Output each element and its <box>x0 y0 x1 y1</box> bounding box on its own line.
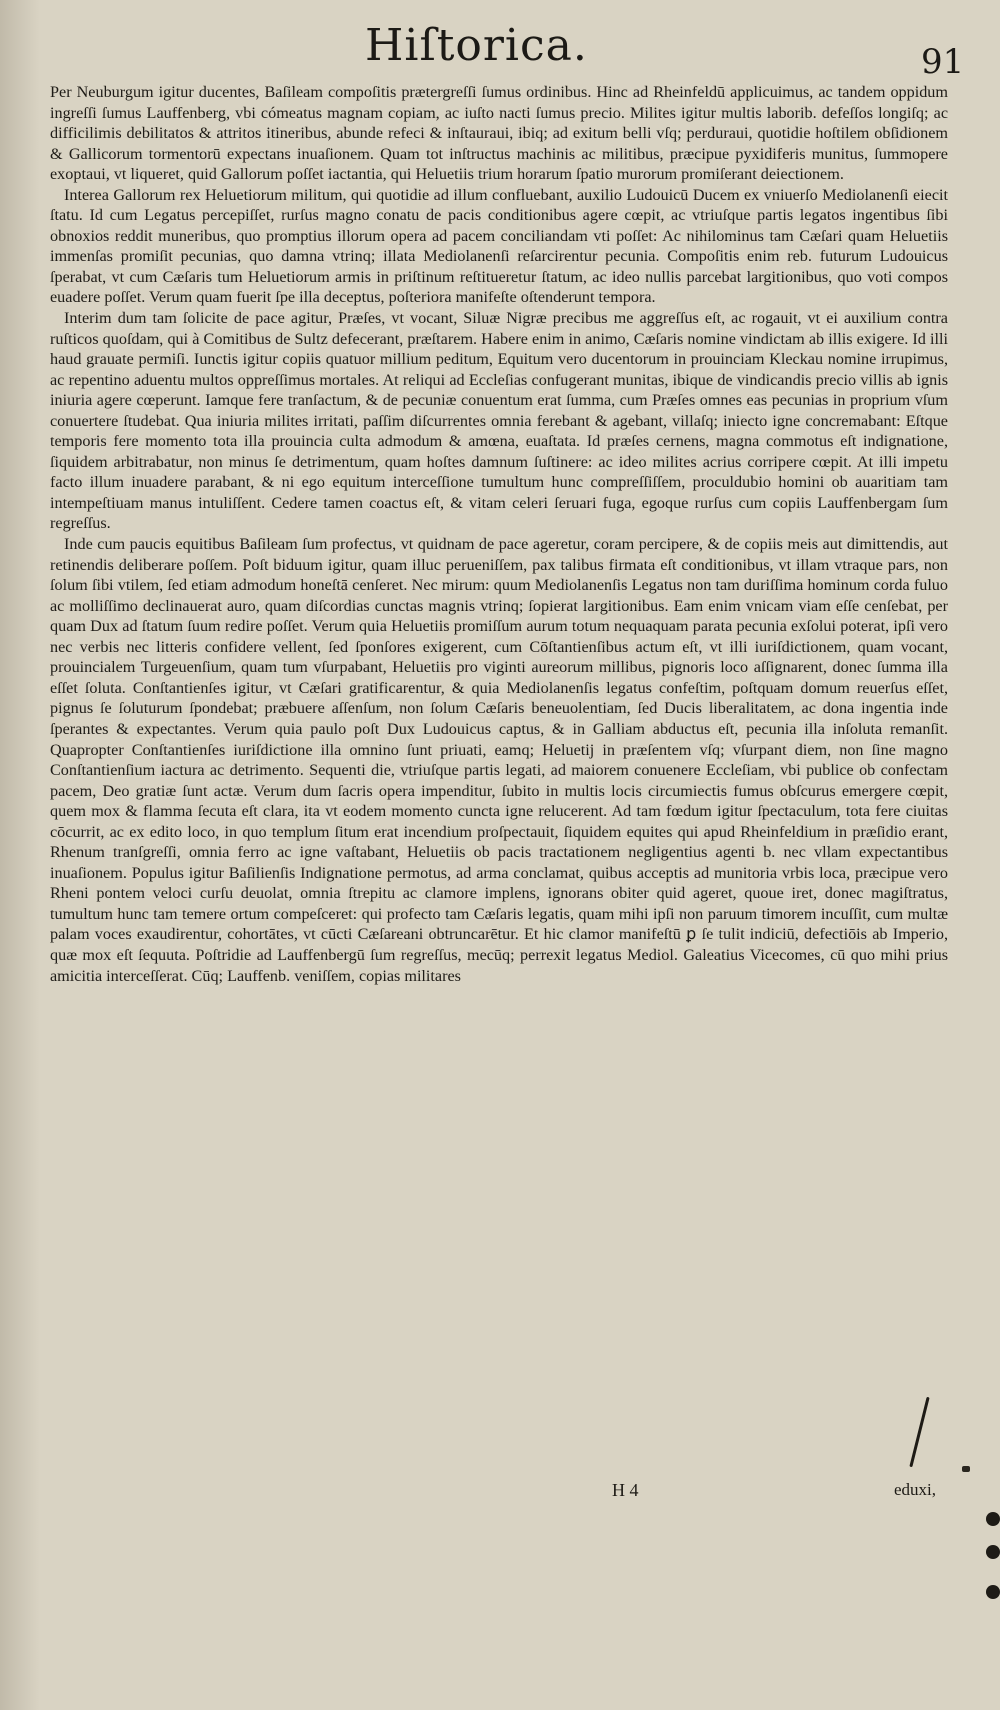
ink-blot <box>986 1545 1000 1559</box>
page-header <box>0 14 1000 84</box>
paragraph: Per Neuburgum igitur ducentes, Baſileam compoſitis prætergreſſi ſumus ordinibus. Hinc ad Rheinfeldū applicuimus, ac tandem oppidum ingreſſi ſumus Lauffenberg, vbi cómeatus magnam copiam, ac iuſto nacti ſumus precio. Milites igitur multis laborib. defeſſos longiſq; ac difficilimis debilitatos & attritos itineribus, abunde refeci & inſtauraui, ibiq; ad exitum belli vſq; perduraui, quotidie hoſtilem obſidionem & Gallicorum tormentorū expectans inuaſionem. Quam tot inſtructus machinis ac militibus, præcipue pyxidiferis munitus, ſummopere exoptaui, vt liqueret, quid Gallorum poſſet iactantia, qui Heluetiis trium horarum ſpatio murorum promiſerant deiectionem. <box>50 83 948 184</box>
ink-blot <box>986 1585 1000 1599</box>
paragraph: Interim dum tam ſolicite de pace agitur, Præſes, vt vocant, Siluæ Nigræ precibus me aggreſſus eſt, ac rogauit, vt ei auxilium contra ruſticos quoſdam, qui à Comitibus de Sultz defecerant, præſtarem. Habere enim in animo, Cæſaris nomine vindictam ab illis exigere. Id illi haud grauate permiſi. Iunctis igitur copiis quatuor millium peditum, Equitum vero ducentorum in prouinciam Kleckau nomine irrupimus, ac repentino aduentu multos oppreſſimus mortales. At reliqui ad Eccleſias confugerant munitas, ibique de vindicandis precio villis ab ignis iniuria agere cœperunt. Iamque fere tranſactum, & de pecuniæ conuentum erat ſumma, cum Præſes omnes eas pecunias in proprium vſum conuertere ſtudebat. Qua iniuria milites irritati, paſſim diſcurrentes omnia ferebant & agebant, villaſq; iniecto igne concremabant: Eſtque temporis fere momento tota illa prouincia culta admodum & amœna, euaſtata. Id præſes cernens, magna commotus eſt indignatione, ſiquidem arbitrabatur, non minus ſe detrimentum, quam hoſtes damnum ſuſtinere: ac ideo milites acrius corripere cœpit. At illi impetu facto illum inuadere parabant, & ni ego equitum interceſſione tumultum hunc compreſſiſſem, proculdubio homini ob auaritiam tam intempeſtiuam manus intuliſſent. Cedere tamen coactus eſt, & vitam celeri ſeruari fuga, egoque rurſus cum copiis Lauffenbergam ſum regreſſus. <box>50 309 948 533</box>
page-number: 91 <box>921 42 965 82</box>
signature-mark: H 4 <box>612 1480 639 1500</box>
ink-speck <box>962 1466 970 1472</box>
page-edge-shadow <box>0 0 40 1710</box>
page-footer <box>0 1480 1000 1510</box>
running-head: Hiſtorica. <box>365 20 588 71</box>
margin-pen-stroke <box>909 1397 929 1468</box>
catchword: eduxi, <box>894 1480 937 1499</box>
ink-blot <box>986 1512 1000 1526</box>
paragraph: Interea Gallorum rex Heluetiorum militum, qui quotidie ad illum confluebant, auxilio Ludouicū Ducem ex vniuerſo Mediolanenſi eiecit ſtatu. Id cum Legatus percepiſſet, rurſus magno conatu de pacis conditionibus agere cœpit, ac vtriuſque partis legatos ingentibus ſibi obnoxios reddit muneribus, quo promptius illorum opera ad pacem conciliandam vti poſſet: Ac nihilominus tam Cæſari quam Heluetiis immenſas promiſit pecunias, quo damna vtrinq; illata Mediolanenſi reſarcirentur pecunia. Compoſitis enim reb. futurum Ludouicus ſperabat, vt cum Cæſaris tum Heluetiorum armis in priſtinum reſtitueretur ſtatum, ac ideo nullis parcebat largitionibus, quo voti compos euadere poſſet. Verum quam fuerit ſpe illa deceptus, poſteriora manifeſte oſtenderunt tempora. <box>50 185 948 307</box>
body-text <box>50 82 948 986</box>
paragraph: Inde cum paucis equitibus Baſileam ſum profectus, vt quidnam de pace ageretur, coram percipere, & de copiis meis aut dimittendis, aut retinendis deliberare poſſem. Poſt biduum igitur, quam illuc perueniſſem, pax talibus firmata eſt conditionibus, vt illam vtraque pars, non ſolum ſibi vtilem, ſed etiam admodum honeſtā cenſeret. Nec mirum: quum Mediolanenſis Legatus non tam duriſſima hominum corda fuluo ac molliſſimo declinauerat auro, quam diſcordias cunctas magnis vtrinq; ſopierat largitionibus. Eam enim vnicam viam eſſe cenſebat, per quam Dux ad ſtatum ſuum redire poſſet. Verum quia Heluetiis promiſſum aurum totum nequaquam parata pecunia exſolui poterat, ipſi vero nec verbis nec litteris confidere vellent, ſed ſponſores exigerent, cum Cōſtantienſibus actum eſt, vt illi iuriſdictionem, quam vocant, prouincialem Turgeuenſium, quam tum vſurpabant, Heluetiis pro viginti aureorum millibus, pignoris loco aſſignarent, donec ſumma illa eſſet ſoluta. Conſtantienſes igitur, vt Cæſari gratificarentur, & quia Mediolanenſis legatus confeſtim, poſtquam domum reuerſus eſſet, pignus ſe ſoluturum ſpondebat; præbuere aſſenſum, non ſolum Cæſaris beneuolentiam, ſed Ducis liberalitatem, ac dona ingentia inde ſperantes & expectantes. Verum quia paulo poſt Dux Ludouicus captus, & in Galliam abductus eſt, pecunia illa inſoluta remanſit. Quapropter Conſtantienſes iuriſdictione illa omnino ſunt priuati, eamq; Heluetij in præſentem vſq; vſurpant diem, non ſine magno Conſtantienſium iactura ac detrimento. Sequenti die, vtriuſque partis legati, ad maiorem conuenere Eccleſiam, vbi publice ob confectam pacem, Deo gratiæ ſunt actæ. Verum dum ſacris opera impenditur, ſubito in multis locis circumiectis fumus obſcurus emergere cœpit, quem mox & flamma ſecuta eſt clara, ita vt eodem momento cuncta igne relucerent. Ad tam fœdum igitur ſpectaculum, tota fere ciuitas cōcurrit, ac ex edito loco, in quo templum ſitum erat incendium proſpectauit, ſiquidem equites qui apud Rheinfeldium in præſidio erant, Rhenum tranſgreſſi, omnia ferro ac igne vaſtabant, Heluetiis ob pacis tractationem negligentius agenti b. nec vllam expectantibus inuaſionem. Populus igitur Baſilienſis Indignatione permotus, ad arma conclamat, quibus acceptis ad munitoria vrbis loca, præcipue vero Rheni pontem veloci curſu deuolat, omnia ſtrepitu ac clamore implens, ignorans obiter quid ageret, quoue iret, donec magiſtratus, tumultum hunc tam temere ortum compeſceret: qui profecto tam Cæſaris legatis, quam mihi ipſi non paruum timorem incuſſit, cum multæ palam voces exaudirentur, cohortātes, vt cūcti Cæſareani obtruncarētur. Et hic clamor manifeſtū ꝑ ſe tulit indiciū, defectiōis ab Imperio, quæ mox eſt ſequuta. Poſtridie ad Lauffenbergū ſum regreſſus, mecūq; perrexit legatus Mediol. Galeatius Vicecomes, cū quo mihi prius amicitia interceſſerat. Cūq; Lauffenb. veniſſem, copias militares <box>50 535 948 985</box>
